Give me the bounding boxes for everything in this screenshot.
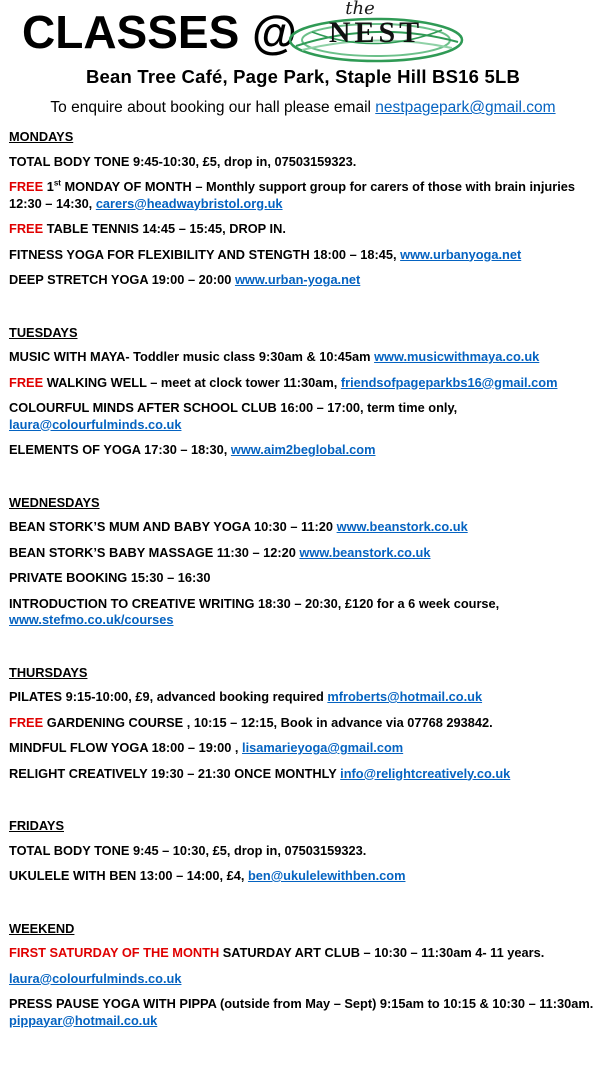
- list-item: [9, 400, 601, 433]
- day-heading-tuesdays: TUESDAYS: [9, 324, 78, 340]
- list-item: [9, 519, 601, 536]
- list-item: [9, 689, 601, 706]
- list-item: TOTAL BODY TONE 9:45-10:30, £5, drop in, 07503159323.: [9, 153, 357, 169]
- list-item: [9, 971, 601, 988]
- list-item: [9, 715, 601, 732]
- free-label: FREE: [9, 179, 44, 194]
- page-title: CLASSES @: [22, 6, 297, 58]
- list-item: [9, 868, 601, 885]
- email-link[interactable]: lisamarieyoga@gmail.com: [242, 740, 404, 755]
- entry-text: ELEMENTS OF YOGA 17:30 – 18:30,: [9, 442, 231, 457]
- list-item: [9, 945, 601, 962]
- entry-text: DEEP STRETCH YOGA 19:00 – 20:00: [9, 272, 235, 287]
- logo-nest-text: NEST: [328, 16, 424, 49]
- list-item: [9, 349, 601, 366]
- list-item: PRIVATE BOOKING 15:30 – 16:30: [9, 570, 211, 585]
- entry-text: INTRODUCTION TO CREATIVE WRITING 18:30 – 20:30, £120 for a 6 week course,: [9, 595, 500, 611]
- list-item: [9, 996, 601, 1029]
- entry-text: MONDAY OF MONTH – Monthly support group for carers of those with brain injuries 12:30 – 14:30,: [9, 179, 575, 211]
- list-item: [9, 247, 601, 264]
- header: [0, 0, 606, 125]
- email-link[interactable]: pippayar@hotmail.co.uk: [9, 1012, 158, 1028]
- entry-text: PRESS PAUSE YOGA WITH PIPPA (outside from May – Sept) 9:15am to 10:15 & 10:30 – 11:30am.: [9, 996, 594, 1011]
- day-heading-wednesdays: WEDNESDAYS: [9, 494, 100, 510]
- free-label: FREE: [9, 374, 44, 390]
- entry-text: TABLE TENNIS 14:45 – 15:45, DROP IN.: [43, 221, 286, 236]
- entry-text: BEAN STORK’S MUM AND BABY YOGA 10:30 – 11:20: [9, 519, 337, 534]
- free-label: FREE: [9, 714, 44, 730]
- web-link[interactable]: www.stefmo.co.uk/courses: [9, 612, 174, 627]
- schedule: [9, 126, 601, 1038]
- email-link[interactable]: laura@colourfulminds.co.uk: [9, 970, 182, 986]
- highlight-label: FIRST SATURDAY OF THE MONTH: [9, 945, 220, 960]
- entry-text: GARDENING COURSE , 10:15 – 12:15, Book in advance via 07768 293842.: [43, 714, 493, 730]
- entry-text: UKULELE WITH BEN 13:00 – 14:00, £4,: [9, 868, 248, 883]
- web-link[interactable]: www.urbanyoga.net: [400, 246, 522, 262]
- enquire-email-link[interactable]: nestpagepark@gmail.com: [375, 99, 556, 116]
- entry-text: 1: [43, 179, 54, 194]
- free-label: FREE: [9, 221, 44, 236]
- web-link[interactable]: www.aim2beglobal.com: [230, 442, 376, 457]
- list-item: [9, 375, 601, 392]
- entry-text: BEAN STORK’S BABY MASSAGE 11:30 – 12:20: [9, 544, 300, 560]
- entry-text: MUSIC WITH MAYA- Toddler music class 9:30am & 10:45am: [9, 349, 375, 364]
- web-link[interactable]: www.urban-yoga.net: [234, 272, 361, 287]
- nest-logo: [282, 2, 470, 68]
- entry-text: SATURDAY ART CLUB – 10:30 – 11:30am 4- 11 years.: [219, 945, 545, 960]
- list-item: [9, 596, 601, 629]
- entry-text: RELIGHT CREATIVELY 19:30 – 21:30 ONCE MONTHLY: [9, 765, 341, 781]
- venue-address: Bean Tree Café, Page Park, Staple Hill BS16 5LB: [85, 66, 521, 87]
- enquire-text: To enquire about booking our hall please email: [50, 99, 376, 116]
- entry-text: MINDFUL FLOW YOGA 18:00 – 19:00 ,: [9, 740, 243, 755]
- email-link[interactable]: laura@colourfulminds.co.uk: [9, 416, 182, 432]
- email-link[interactable]: mfroberts@hotmail.co.uk: [327, 689, 483, 704]
- day-heading-thursdays: THURSDAYS: [9, 664, 88, 680]
- entry-text: WALKING WELL – meet at clock tower 11:30am,: [43, 374, 341, 390]
- entry-text: FITNESS YOGA FOR FLEXIBILITY AND STENGTH 18:00 – 18:45,: [9, 246, 401, 262]
- list-item: TOTAL BODY TONE 9:45 – 10:30, £5, drop in, 07503159323.: [9, 842, 367, 858]
- email-link[interactable]: info@relightcreatively.co.uk: [340, 765, 511, 781]
- day-heading-weekend: WEEKEND: [9, 920, 75, 936]
- list-item: [9, 740, 601, 757]
- web-link[interactable]: www.beanstork.co.uk: [299, 544, 431, 560]
- list-item: [9, 766, 601, 783]
- web-link[interactable]: www.musicwithmaya.co.uk: [374, 349, 540, 364]
- list-item: [9, 272, 601, 289]
- web-link[interactable]: www.beanstork.co.uk: [336, 519, 468, 534]
- entry-text: COLOURFUL MINDS AFTER SCHOOL CLUB 16:00 – 17:00, term time only,: [9, 400, 458, 415]
- list-item: [9, 442, 601, 459]
- day-heading-fridays: FRIDAYS: [9, 818, 64, 833]
- entry-text: PILATES 9:15-10:00, £9, advanced booking required: [9, 689, 328, 704]
- enquire-line: [0, 99, 606, 117]
- email-link[interactable]: carers@headwaybristol.org.uk: [95, 195, 283, 211]
- list-item: [9, 179, 601, 212]
- list-item: [9, 221, 601, 238]
- list-item: [9, 545, 601, 562]
- email-link[interactable]: ben@ukulelewithben.com: [247, 868, 406, 883]
- logo-the-text: the: [345, 0, 375, 19]
- ordinal-suffix: st: [53, 178, 61, 188]
- email-link[interactable]: friendsofpageparkbs16@gmail.com: [340, 374, 558, 390]
- day-heading-mondays: MONDAYS: [9, 129, 74, 144]
